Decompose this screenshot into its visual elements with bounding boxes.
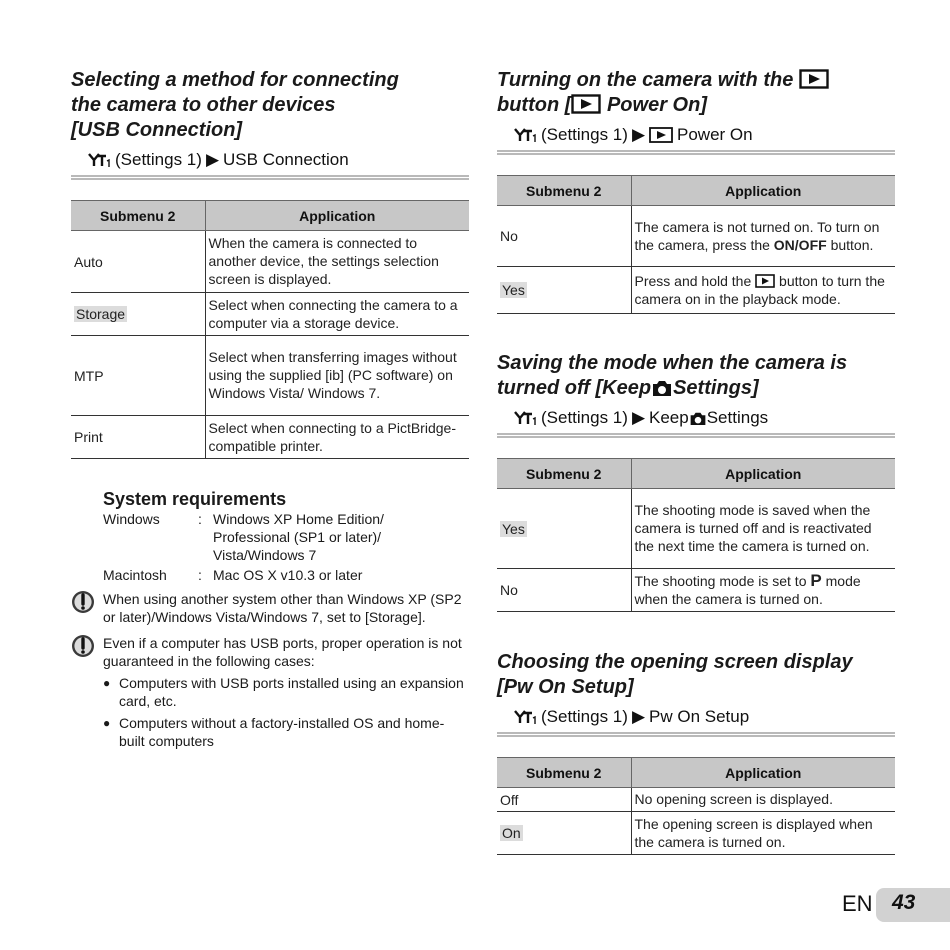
column-header: Submenu 2 <box>497 758 631 788</box>
heading-line <box>497 68 895 93</box>
pw-on-setup-heading <box>497 650 895 700</box>
usb-connection-heading <box>71 68 469 143</box>
heading-text: Settings] <box>673 377 759 399</box>
heading-line: the camera to other devices <box>71 94 336 116</box>
submenu-cell: Off <box>497 788 631 812</box>
heading-line: [Pw On Setup] <box>497 676 634 698</box>
application-cell <box>631 267 895 314</box>
playback-button-icon <box>649 127 673 143</box>
highlighted-option: On <box>502 825 521 841</box>
heading-text: button [ <box>497 94 572 116</box>
heading-text: Turning on the camera with the <box>497 69 794 91</box>
column-header: Submenu 2 <box>71 201 205 231</box>
bullet-icon: ● <box>103 676 111 690</box>
table-row <box>497 206 895 267</box>
right-column <box>497 68 895 855</box>
application-cell: Select when connecting to a PictBridge-compatible printer. <box>205 416 469 459</box>
camera-icon <box>689 411 707 426</box>
cell-text: button to turn the camera on in the playback mode. <box>634 272 885 307</box>
heading-line <box>497 376 895 401</box>
p-mode-label: P <box>810 570 822 590</box>
list-item <box>103 674 469 710</box>
application-cell: The opening screen is displayed when the camera is turned on. <box>631 812 895 855</box>
application-cell: When the camera is connected to another device, the settings selection screen is displayed. <box>205 231 469 293</box>
power-on-table <box>497 175 895 314</box>
keep-settings-table <box>497 458 895 612</box>
submenu-cell <box>497 267 631 314</box>
settings-menu-label: (Settings 1) <box>541 125 628 144</box>
sysreq-row <box>103 566 469 584</box>
playback-button-icon <box>571 94 601 114</box>
table-row <box>71 336 469 416</box>
pw-on-setup-table <box>497 757 895 855</box>
table-row <box>497 489 895 569</box>
sysreq-key: Windows <box>103 511 160 527</box>
submenu-cell: Print <box>71 416 205 459</box>
left-column <box>71 68 469 750</box>
submenu-cell: No <box>497 206 631 267</box>
cell-text: The camera is not turned on. To turn on the camera, press the <box>634 218 880 253</box>
application-cell <box>631 206 895 267</box>
caution-note <box>71 634 469 670</box>
application-cell: Select when connecting the camera to a computer via a storage device. <box>205 293 469 336</box>
heading-line: Saving the mode when the camera is <box>497 352 848 374</box>
highlighted-option: Storage <box>76 306 126 322</box>
table-row <box>497 267 895 314</box>
column-header: Application <box>631 176 895 206</box>
column-header: Submenu 2 <box>497 176 631 206</box>
playback-button-icon <box>799 69 829 89</box>
heading-line: Selecting a method for connecting <box>71 69 399 91</box>
table-row <box>71 416 469 459</box>
sysreq-key: Macintosh <box>103 567 167 583</box>
list-item-text: Computers without a factory-installed OS and home-built computers <box>119 715 445 749</box>
page-number-tab <box>876 888 950 922</box>
caution-note <box>71 590 469 626</box>
sysreq-value: Mac OS X v10.3 or later <box>213 567 363 583</box>
table-row <box>71 231 469 293</box>
power-on-menu-path <box>497 124 895 155</box>
usb-menu-path <box>71 149 469 180</box>
menu-item-label: Settings <box>706 408 769 427</box>
menu-item-label: Power On <box>677 125 753 144</box>
caution-icon <box>71 590 103 626</box>
settings-1-icon <box>513 410 537 426</box>
submenu-cell: No <box>497 569 631 612</box>
application-cell: Select when transferring images without using the supplied [ib] (PC software) on Windows Vista/ Windows 7. <box>205 336 469 416</box>
system-requirements-title: System requirements <box>103 489 287 509</box>
menu-item-label: Keep <box>649 408 689 427</box>
settings-1-icon <box>513 127 537 143</box>
highlighted-option: Yes <box>502 282 525 298</box>
table-row <box>497 812 895 855</box>
submenu-cell <box>497 489 631 569</box>
application-cell: The shooting mode is saved when the camera is turned off and is reactivated the next time the camera is turned on. <box>631 489 895 569</box>
submenu-cell: Auto <box>71 231 205 293</box>
camera-icon <box>651 379 673 397</box>
menu-item-label: Pw On Setup <box>649 707 750 726</box>
submenu-cell: MTP <box>71 336 205 416</box>
settings-1-icon <box>87 152 111 168</box>
case-list <box>103 674 469 750</box>
page-number: 43 <box>892 891 916 914</box>
page-footer <box>842 888 950 922</box>
cell-text: Press and hold the <box>634 272 752 289</box>
table-row <box>497 569 895 612</box>
language-label: EN <box>842 891 873 916</box>
caution-icon <box>71 634 103 670</box>
arrow-right-icon: ▶ <box>631 408 646 427</box>
column-header: Submenu 2 <box>497 459 631 489</box>
sysreq-colon: : <box>198 567 202 583</box>
column-header: Application <box>631 459 895 489</box>
settings-1-icon <box>513 709 537 725</box>
arrow-right-icon: ▶ <box>631 125 646 144</box>
on-off-key-label: ON/OFF <box>773 236 827 253</box>
settings-menu-label: (Settings 1) <box>541 408 628 427</box>
bullet-icon: ● <box>103 716 111 730</box>
heading-text: Power On] <box>606 94 707 116</box>
note-text: When using another system other than Windows XP (SP2 or later)/Windows Vista/Windows 7, set to [Storage]. <box>103 591 462 625</box>
usb-connection-table <box>71 200 469 459</box>
heading-text: turned off [Keep <box>497 377 652 399</box>
submenu-cell <box>497 812 631 855</box>
menu-item-label: USB Connection <box>223 150 349 169</box>
power-on-heading <box>497 68 895 118</box>
keep-settings-heading <box>497 351 895 401</box>
highlighted-option: Yes <box>502 520 525 537</box>
keep-settings-menu-path <box>497 407 895 438</box>
heading-line <box>497 93 895 118</box>
heading-line: Choosing the opening screen display <box>497 651 853 673</box>
cell-text: mode when the camera is turned on. <box>634 572 861 607</box>
application-cell <box>631 569 895 612</box>
arrow-right-icon: ▶ <box>205 150 220 169</box>
sysreq-row <box>103 510 469 564</box>
column-header: Application <box>205 201 469 231</box>
submenu-cell <box>71 293 205 336</box>
settings-menu-label: (Settings 1) <box>541 707 628 726</box>
cell-text: button. <box>830 236 874 253</box>
heading-line: [USB Connection] <box>71 119 243 141</box>
table-row <box>497 788 895 812</box>
sysreq-value: Windows XP Home Edition/ Professional (SP1 or later)/ Vista/Windows 7 <box>213 511 384 563</box>
list-item <box>103 714 469 750</box>
application-cell: No opening screen is displayed. <box>631 788 895 812</box>
cell-text: The shooting mode is set to <box>634 572 807 589</box>
note-text: Even if a computer has USB ports, proper operation is not guaranteed in the following cases: <box>103 635 462 669</box>
playback-button-icon <box>755 274 775 288</box>
list-item-text: Computers with USB ports installed using an expansion card, etc. <box>119 675 464 709</box>
settings-menu-label: (Settings 1) <box>115 150 202 169</box>
sysreq-colon: : <box>198 511 202 527</box>
arrow-right-icon: ▶ <box>631 707 646 726</box>
column-header: Application <box>631 758 895 788</box>
table-row <box>71 293 469 336</box>
pw-on-setup-menu-path <box>497 706 895 737</box>
